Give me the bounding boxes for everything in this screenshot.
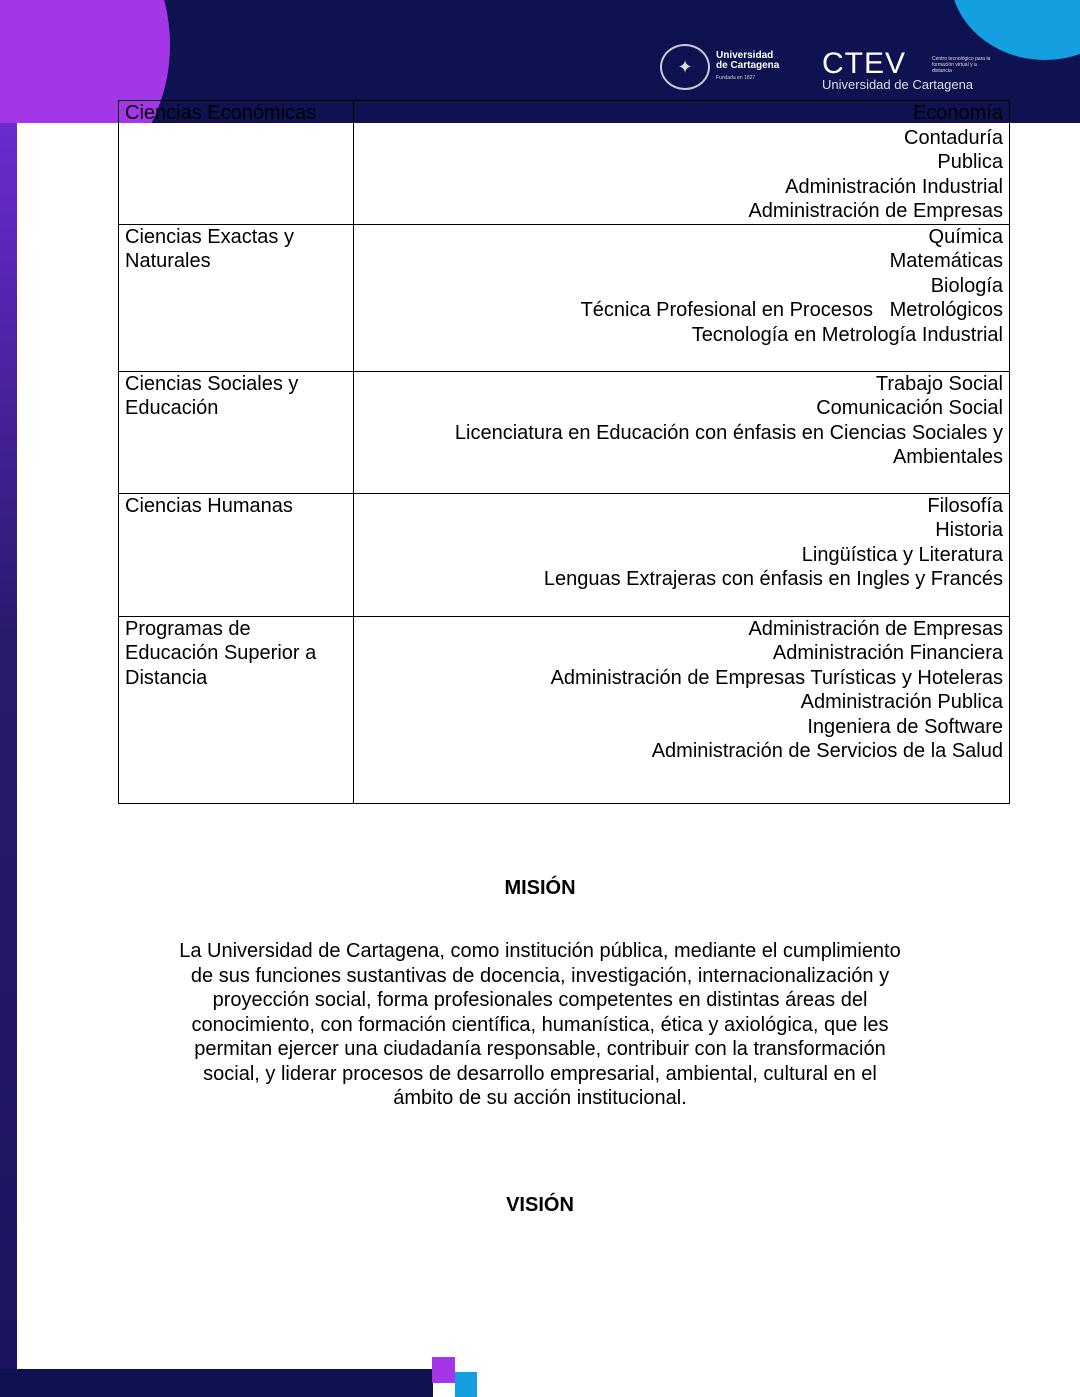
mision-line: social, y liderar procesos de desarrollo empresarial, ambiental, cultural en el	[203, 1062, 877, 1085]
mision-line: permitan ejercer una ciudadanía responsable, contribuir con la transformación	[194, 1038, 886, 1060]
program-item: Administración Financiera	[772, 642, 1003, 664]
program-item: Lenguas Extrajeras con énfasis en Ingles y Francés	[543, 568, 1003, 590]
programs-cell	[354, 616, 1010, 803]
program-item: Publica	[937, 151, 1003, 173]
ctev-subtitle: Universidad de Cartagena	[822, 77, 974, 92]
logo-line: Universidad	[716, 50, 774, 61]
ctev-tagline: Centro tecnológico para la formación virtual y a distancia	[932, 56, 991, 74]
table-row	[119, 101, 1010, 225]
faculty-cell: Ciencias Humanas	[119, 493, 354, 616]
program-item: Tecnología en Metrología Industrial	[691, 323, 1003, 346]
program-item: Trabajo Social	[875, 372, 1003, 395]
program-item: Ambientales	[892, 446, 1003, 468]
mision-line: de sus funciones sustantivas de docencia, investigación, internacionalización y	[190, 964, 890, 987]
faculty-cell: Programas de Educación Superior a Distancia	[119, 616, 354, 803]
program-item: Contaduría	[904, 126, 1003, 149]
program-item: Técnica Profesional en Procesos Metrológicos	[580, 299, 1003, 321]
ctev-name: CTEV	[822, 47, 907, 80]
faculties-table	[118, 100, 1010, 804]
program-item: Administración de Empresas	[748, 617, 1003, 640]
program-item: Biología	[930, 274, 1003, 297]
decorative-square-purple	[432, 1357, 455, 1383]
program-item: Licenciatura en Educación con énfasis en Ciencias Sociales y	[454, 421, 1003, 444]
program-item: Administración Industrial	[785, 175, 1003, 198]
vision-heading: VISIÓN	[506, 1194, 574, 1216]
universidad-cartagena-logo	[660, 44, 779, 90]
mision-heading: MISIÓN	[504, 877, 576, 899]
program-item: Química	[928, 225, 1003, 248]
faculty-cell: Ciencias Exactas y Naturales	[119, 224, 354, 371]
bottom-decorative-bar	[0, 1369, 433, 1397]
faculty-cell: Ciencias Sociales y Educación	[119, 371, 354, 493]
logo-line: de Cartagena	[716, 60, 780, 71]
programs-cell	[354, 371, 1010, 493]
table-row	[119, 616, 1010, 803]
program-item: Ingeniera de Software	[807, 715, 1003, 738]
ctev-logo	[822, 47, 991, 92]
program-item: Administración Publica	[800, 691, 1003, 713]
programs-cell	[354, 493, 1010, 616]
mision-text	[0, 939, 1080, 1111]
program-item: Administración de Servicios de la Salud	[651, 740, 1003, 762]
program-item: Administración de Empresas Turísticas y Hoteleras	[550, 666, 1003, 689]
table-row	[119, 493, 1010, 616]
table-row	[119, 371, 1010, 493]
seal-icon: ✦	[660, 44, 710, 90]
mision-line: ámbito de su acción institucional.	[393, 1087, 687, 1109]
mision-line: conocimiento, con formación científica, humanística, ética y axiológica, que les	[191, 1013, 889, 1036]
mision-line: La Universidad de Cartagena, como institución pública, mediante el cumplimiento	[179, 940, 901, 962]
program-item: Administración de Empresas	[748, 200, 1003, 222]
logo-founded: Fundada en 1827	[716, 75, 756, 81]
program-item: Filosofía	[927, 494, 1003, 517]
program-item: Historia	[935, 519, 1003, 541]
program-item: Matemáticas	[889, 250, 1003, 272]
programs-cell	[354, 224, 1010, 371]
program-item: Comunicación Social	[816, 397, 1003, 419]
programs-cell	[354, 101, 1010, 225]
faculty-cell: Ciencias Económicas	[119, 101, 354, 225]
mision-line: proyección social, forma profesionales competentes en distintas áreas del	[212, 989, 868, 1011]
program-item: Economía	[912, 102, 1003, 124]
decorative-square-blue	[455, 1372, 477, 1397]
program-item: Lingüística y Literatura	[801, 543, 1003, 566]
table-row	[119, 224, 1010, 371]
